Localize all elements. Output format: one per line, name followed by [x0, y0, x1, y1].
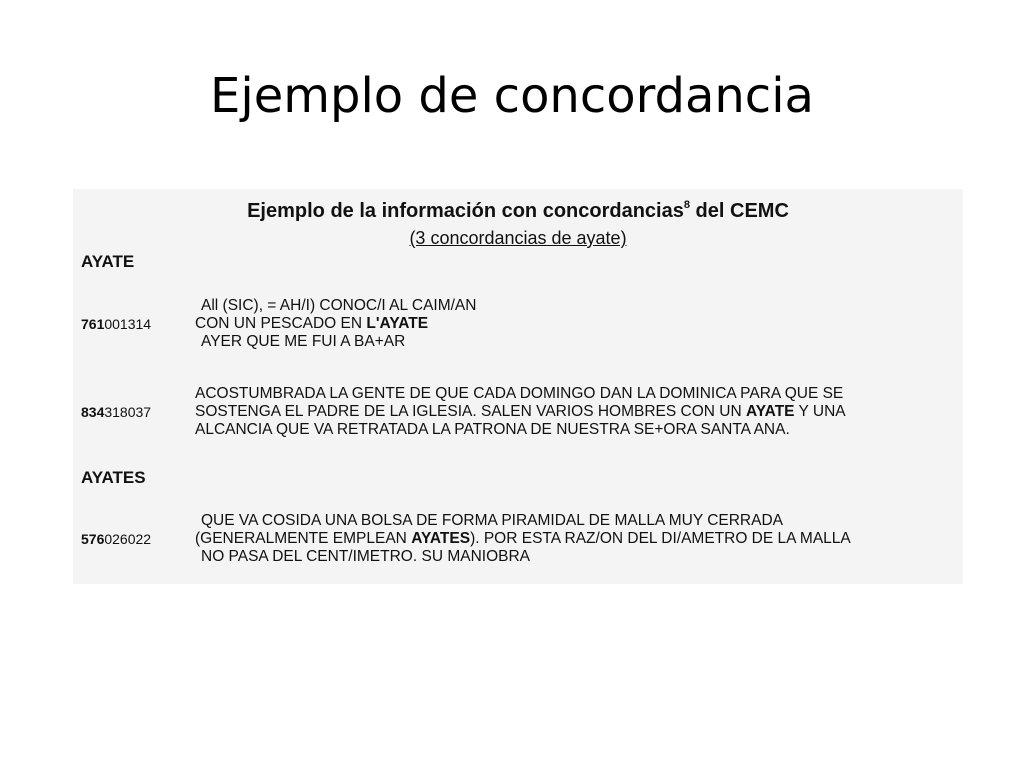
entry-reference-id: [81, 530, 151, 548]
context-line: [195, 315, 476, 333]
context-line: [195, 385, 846, 403]
keyword-highlight: AYATE: [745, 403, 795, 420]
slide-title: Ejemplo de concordancia: [210, 68, 814, 124]
context-line: [195, 512, 851, 530]
entry-id-prefix: 834: [81, 404, 105, 420]
headword-ayate: AYATE: [81, 252, 135, 271]
entry-reference-id: [81, 403, 151, 421]
concordance-entry: [81, 512, 961, 566]
panel-subheading: (3 concordancias de ayate): [409, 228, 627, 248]
panel-heading-text: Ejemplo de la información con concordancias: [247, 200, 684, 222]
context-text: (GENERALMENTE EMPLEAN: [195, 530, 412, 547]
context-line: [195, 530, 851, 548]
context-text: ). POR ESTA RAZ/ON DEL DI/AMETRO DE LA MALLA: [470, 530, 851, 547]
context-text: CON UN PESCADO EN: [195, 315, 367, 332]
context-text: SOSTENGA EL PADRE DE LA IGLESIA. SALEN VARIOS HOMBRES CON UN: [195, 403, 746, 420]
footnote-marker: 8: [683, 199, 690, 211]
context-line: [195, 548, 851, 566]
concordance-panel: [73, 189, 963, 584]
entry-context: [195, 385, 846, 439]
context-text: ALCANCIA QUE VA RETRATADA LA PATRONA DE NUESTRA SE+ORA SANTA ANA.: [195, 421, 790, 438]
concordance-entry: [81, 297, 961, 351]
entry-id-suffix: 318037: [104, 404, 152, 420]
entry-context: [195, 297, 476, 351]
context-line: [195, 421, 846, 439]
context-text: All (SIC), = AH/I) CONOC/I AL CAIM/AN: [201, 297, 477, 314]
context-text: NO PASA DEL CENT/IMETRO. SU MANIOBRA: [201, 548, 530, 565]
keyword-highlight: L'AYATE: [366, 315, 429, 332]
entry-id-suffix: 026022: [104, 531, 152, 547]
context-text: Y UNA: [794, 403, 846, 420]
headword-ayates: AYATES: [81, 468, 146, 487]
entry-id-prefix: 761: [81, 316, 105, 332]
concordance-entry: [81, 385, 961, 439]
panel-heading-suffix: del CEMC: [690, 200, 789, 222]
context-text: QUE VA COSIDA UNA BOLSA DE FORMA PIRAMIDAL DE MALLA MUY CERRADA: [201, 512, 783, 529]
entry-reference-id: [81, 315, 151, 333]
context-line: [195, 297, 476, 315]
panel-heading: [73, 199, 963, 223]
entry-id-suffix: 001314: [104, 316, 152, 332]
entry-id-prefix: 576: [81, 531, 105, 547]
context-text: ACOSTUMBRADA LA GENTE DE QUE CADA DOMINGO DAN LA DOMINICA PARA QUE SE: [195, 385, 844, 402]
context-line: [195, 403, 846, 421]
entry-context: [195, 512, 851, 566]
context-line: [195, 333, 476, 351]
context-text: AYER QUE ME FUI A BA+AR: [201, 333, 406, 350]
keyword-highlight: AYATES: [411, 530, 471, 547]
